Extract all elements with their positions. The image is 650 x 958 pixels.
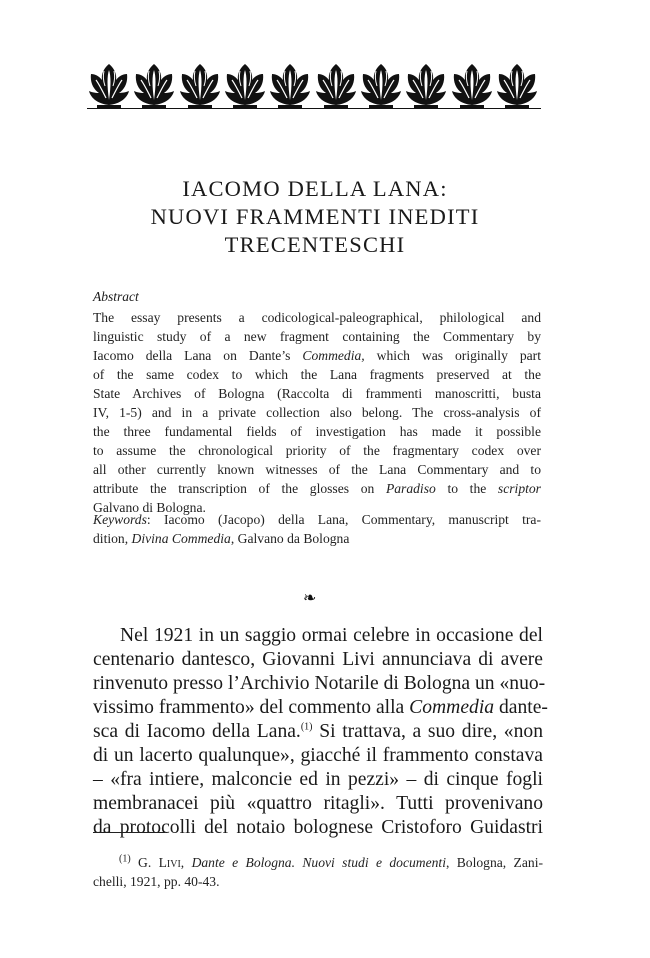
footnote-line: $^{(1)}$ G. Livi, Dante e Bologna. Nuovi studi e documenti, Bologna, Zani- [119, 853, 543, 870]
body-line [93, 768, 543, 792]
keywords-line [93, 510, 541, 529]
abstract-line [93, 327, 541, 346]
abstract-text: linguistic study of a new fragment containing the Commentary by [93, 329, 541, 344]
abstract-text: IV, 1-5) and in a private collection also belong. The cross-analysis of [93, 405, 541, 420]
footnote-marker: (1) [119, 853, 131, 865]
abstract-line [93, 346, 541, 365]
body-text: rinvenuto presso l’Archivio Notarile di Bologna un «nuo- [93, 673, 546, 694]
italic-term: Commedia [409, 697, 495, 718]
article-title-line-1: IACOMO DELLA LANA: [182, 176, 448, 201]
abstract-line [93, 365, 541, 384]
keywords-text: : Iacomo (Jacopo) della Lana, Commentary, manuscript tra- [146, 512, 541, 527]
keyword-divina-commedia: Divina Commedia [131, 531, 231, 546]
body-line [93, 624, 543, 648]
abstract-text: to the [435, 481, 498, 496]
main-text [93, 624, 548, 840]
lotus-ornament-icon [359, 62, 403, 108]
body-text: membranacei più «quattro ritagli». Tutti provenivano [93, 793, 543, 814]
keywords-line [93, 529, 541, 548]
italic-term: scriptor [497, 481, 541, 496]
lotus-ornament-icon [223, 62, 267, 108]
header-rule [87, 108, 541, 109]
lotus-ornament-icon [87, 62, 131, 108]
body-line [93, 672, 546, 696]
abstract-line [93, 384, 541, 403]
footnote-rest: , Bologna, Zani- [445, 855, 543, 870]
body-line [93, 648, 543, 672]
abstract-text: to assume the chronological priority of the fragmentary codex over [93, 443, 541, 458]
body-text: dante- [494, 697, 548, 718]
body-text: vissimo frammento» del commento alla [93, 697, 410, 718]
abstract-line [93, 403, 541, 422]
keywords-text: dition, [93, 531, 132, 546]
footnote-work: Dante e Bologna. Nuovi studi e documenti [191, 855, 446, 870]
footnote-rule [93, 832, 165, 833]
body-line [93, 816, 543, 840]
body-line [93, 696, 548, 720]
body-text: sca di Iacomo della Lana. [93, 721, 301, 742]
abstract-text: Galvano di Bologna. [93, 500, 206, 515]
body-text: Si trattava, a suo dire, «non [312, 721, 543, 742]
lotus-ornament-icon [178, 62, 222, 108]
header-ornament-row [87, 60, 539, 108]
footnote-reference: (1) [300, 721, 313, 733]
fleuron-ornament: ❧ [303, 588, 317, 607]
lotus-ornament-icon [404, 62, 448, 108]
lotus-ornament-icon [268, 62, 312, 108]
body-text: centenario dantesco, Giovanni Livi annunciava di avere [93, 649, 543, 670]
lotus-ornament-icon [314, 62, 358, 108]
abstract-line [93, 422, 541, 441]
lotus-ornament-icon [495, 62, 539, 108]
abstract-text: State Archives of Bologna (Raccolta di frammenti manoscritti, busta [93, 386, 541, 401]
footnote [93, 853, 543, 891]
abstract-text: which was originally part [364, 348, 541, 363]
footnote-author: G. Livi [138, 855, 181, 870]
keywords-label: Keywords [93, 512, 147, 527]
body-text: da protocolli del notaio bolognese Cristoforo Guidastri [93, 817, 543, 838]
lotus-ornament-icon [450, 62, 494, 108]
italic-term: Commedia, [302, 348, 365, 363]
abstract-heading: Abstract [93, 289, 139, 304]
abstract-line [93, 479, 541, 498]
abstract-line [93, 460, 541, 479]
footnote-line: chelli, 1921, pp. 40-43. [93, 874, 220, 889]
body-line [93, 720, 543, 744]
abstract-text: all other currently known witnesses of the Lana Commentary and to [93, 462, 541, 477]
body-text: Nel 1921 in un saggio ormai celebre in occasione del [120, 625, 543, 646]
keywords [93, 510, 541, 548]
keywords-text: , Galvano da Bologna [230, 531, 350, 546]
abstract-line [93, 441, 541, 460]
abstract-text: the three fundamental fields of investigation has made it possible [93, 424, 541, 439]
abstract-body [93, 308, 541, 517]
body-line [93, 792, 543, 816]
body-text: di un lacerto qualunque», giacché il frammento constava [93, 745, 543, 766]
article-title-line-2: NUOVI FRAMMENTI INEDITI TRECENTESCHI [150, 204, 480, 257]
abstract-text: Iacomo della Lana on Dante’s [93, 348, 303, 363]
abstract-text: The essay presents a codicological-paleographical, philological and [93, 310, 541, 325]
abstract-text: attribute the transcription of the glosses on [93, 481, 386, 496]
abstract-line [93, 308, 541, 327]
italic-term: Paradiso [385, 481, 436, 496]
body-line [93, 744, 543, 768]
abstract-text: of the same codex to which the Lana fragments preserved at the [93, 367, 541, 382]
body-text: – «fra intiere, malconcie ed in pezzi» – di cinque fogli [93, 769, 543, 790]
lotus-ornament-icon [132, 62, 176, 108]
